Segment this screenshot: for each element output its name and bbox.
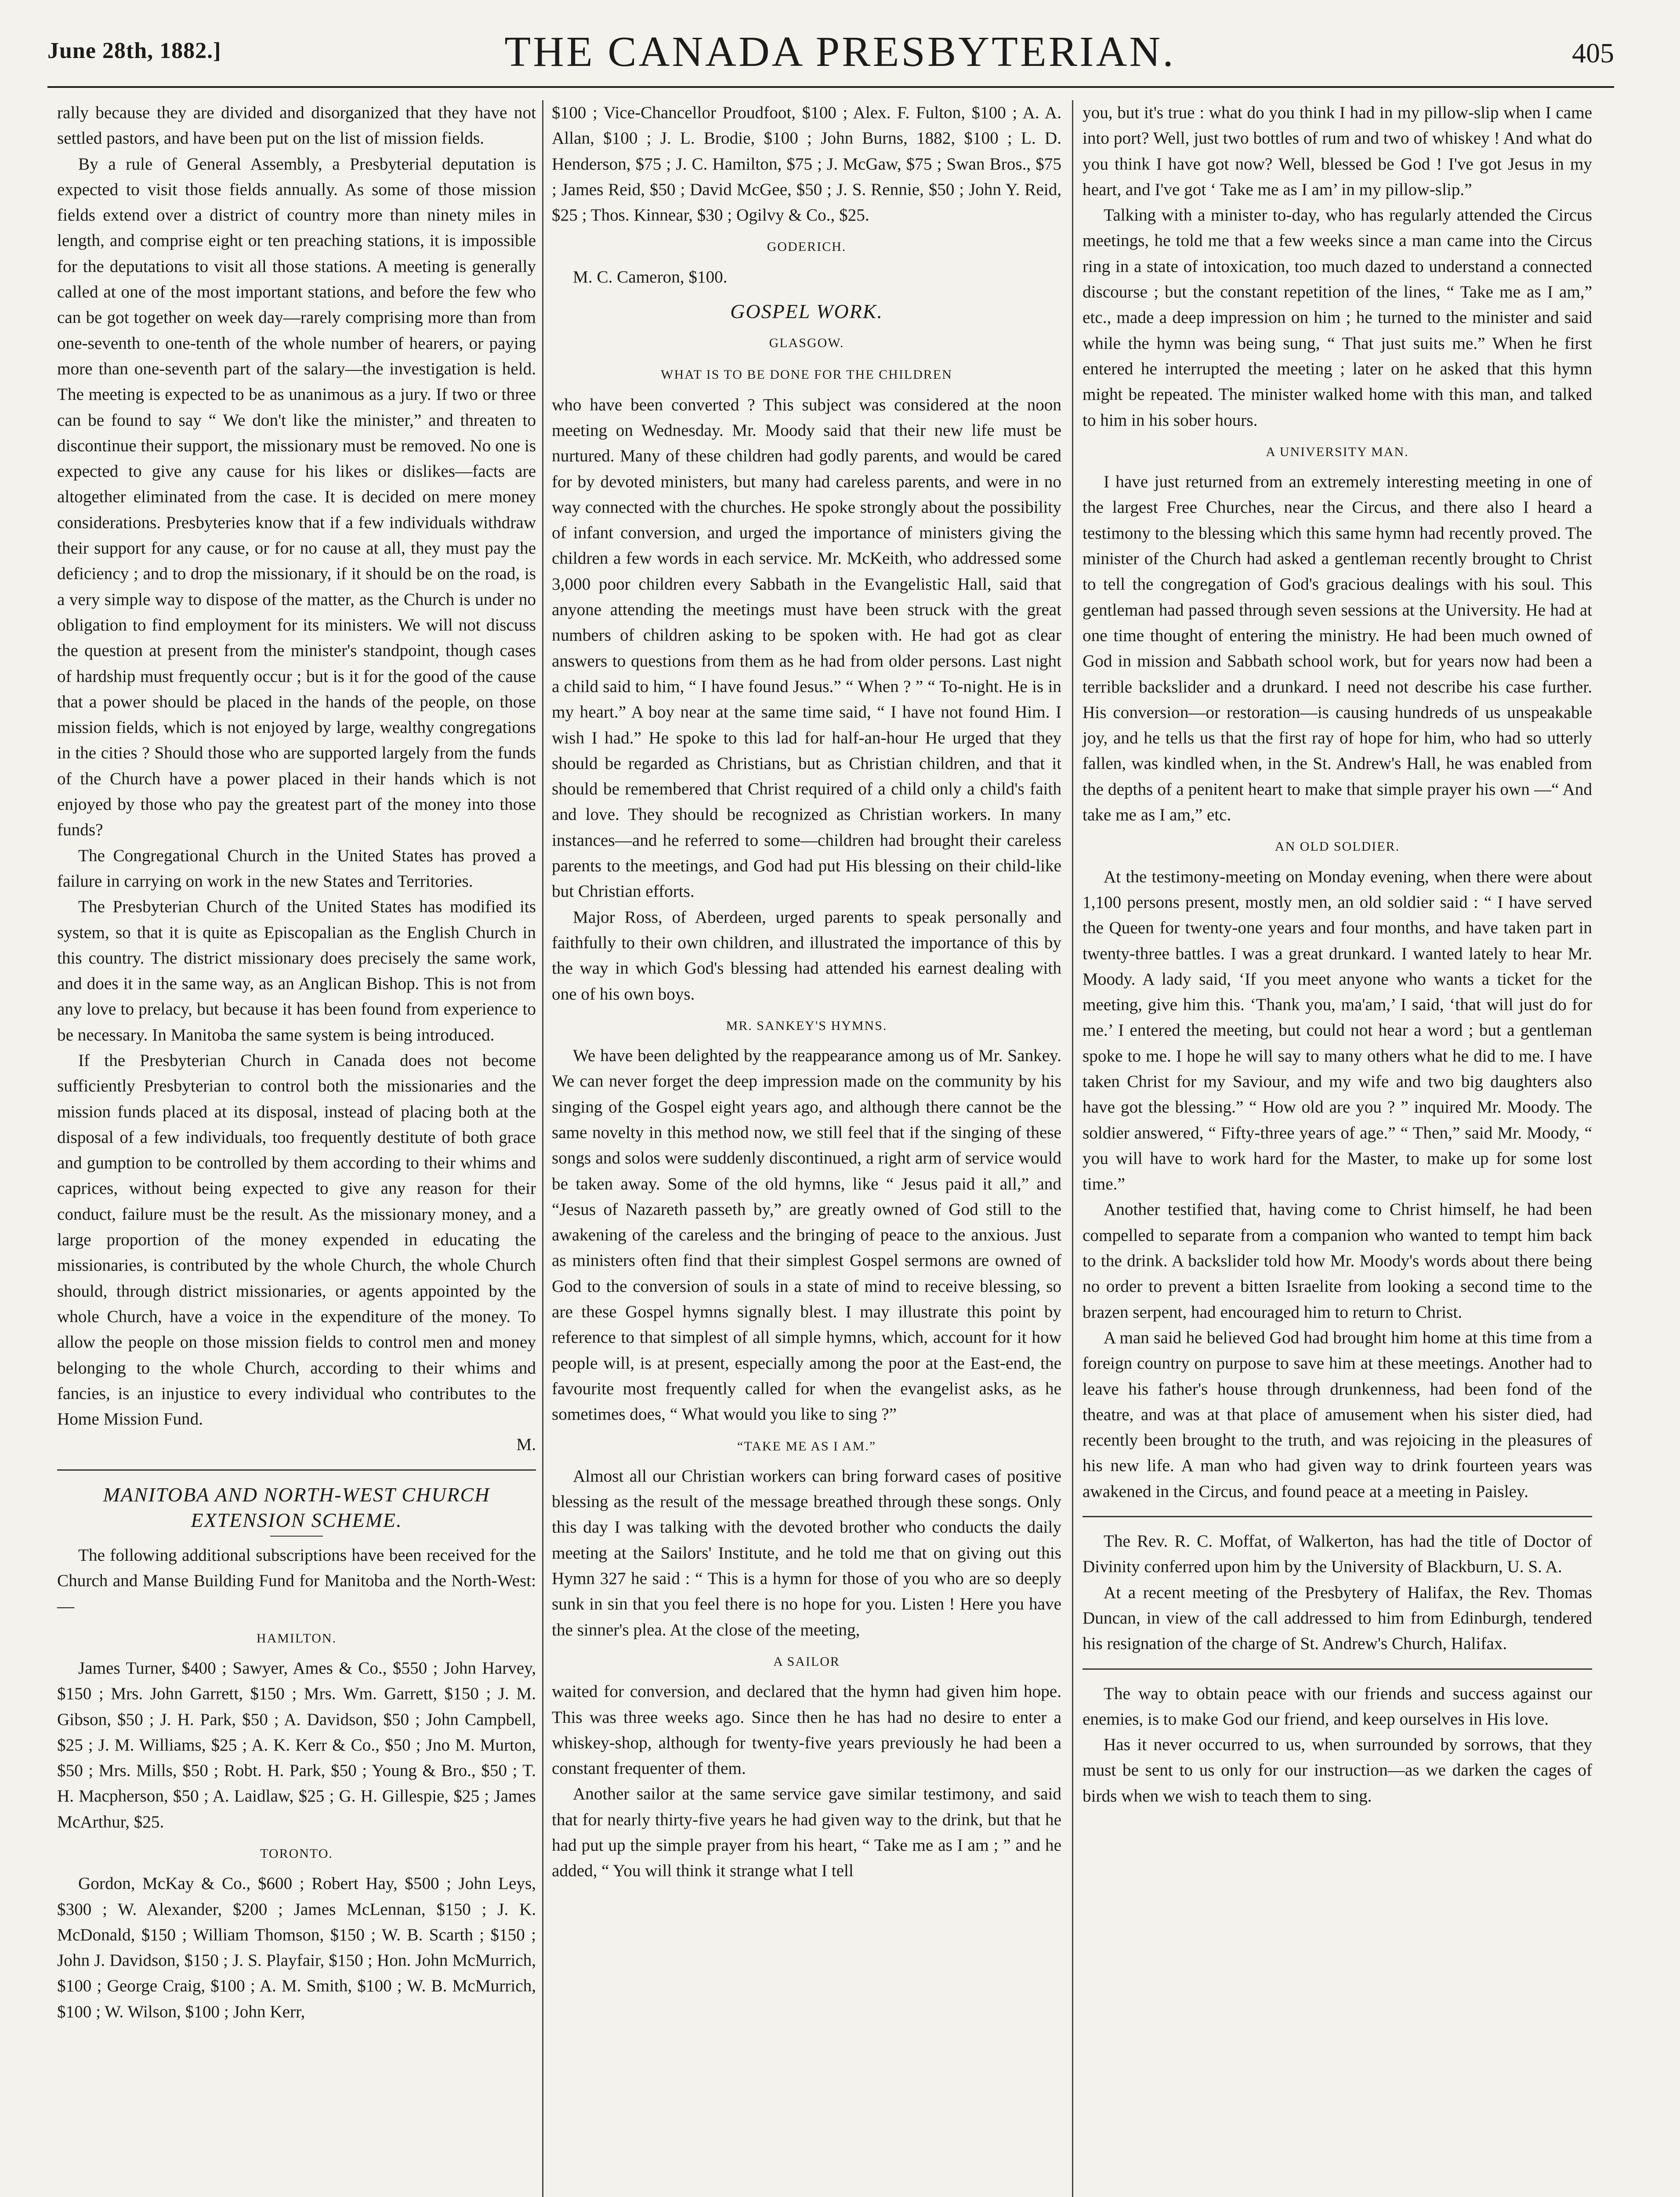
paragraph: who have been converted ? This subject was considered at the noon meeting on Wednesday. Mr. Moody said that their new life must be nurtured. Many of these children had godly parents, and would be cared for by devoted ministers, but many had careless parents, and were in no way connected with the churches. He spoke strongly about the possibility of infant conversion, and urged the importance of ministers giving the children a few words in each service. Mr. McKeith, who addressed some 3,000 poor children every Sabbath in the Evangelistic Hall, said that anyone attending the meetings must have been struck with the great numbers of children asking to be spoken with. He had got as clear answers to questions from them as he had from older persons. Last night a child said to him, “ I have found Jesus.” “ When ? ” “ To-night. He is in my heart.” A boy near at the same time said, “ I have not found Him. I wish I had.” He spoke to this lad for half-an-hour He urged that they should be regarded as Christians, but as Christian children, and that it should be remembered that Christ required of a child only a child's faith and love. They should be recognized as Christian workers. In many instances—and he referred to some—children had brought their careless parents to the meetings, and God had put His blessing on their child-like but Christian efforts. [552, 395, 1061, 901]
paragraph: Major Ross, of Aberdeen, urged parents to speak personally and faithfully to their own children, and illustrated the importance of this by the way in which God's blessing had attended his earnest dealing with one of his own boys. [552, 907, 1061, 1004]
paragraph: At the testimony-meeting on Monday evening, when there were about 1,100 persons present, mostly men, an old soldier said : “ I have served the Queen for twenty-one years and four months, and have taken part in twenty-three battles. I was a great drunkard. I wanted lately to hear Mr. Moody. A lady said, ‘If you meet anyone who wants a ticket for the meeting, give him this. ‘Thank you, ma'am,’ I said, ‘that will just do for me.’ I entered the meeting, but could not hear a word ; but a gentleman spoke to me. I hope he will say to many others what he did to me. I have taken Christ for my Saviour, and my wife and two big daughters also have got the blessing.” “ How old are you ? ” inquired Mr. Moody. The soldier answered, “ Fifty-three years of age.” “ Then,” said Mr. Moody, “ you will have to work hard for the Master, to make up for some lost time.” [1083, 867, 1592, 1194]
column-1 [57, 100, 536, 2025]
subheading: A UNIVERSITY MAN. [1266, 444, 1409, 459]
paragraph: If the Presbyterian Church in Canada does not become sufficiently Presbyterian to control both the missionaries and the mission funds placed at its disposal, instead of placing both at the disposal of a few individuals, too frequently destitute of both grace and gumption to be controlled by them according to their whims and caprices, without being expected to give any reason for their conduct, failure must be the result. As the missionary money, and a large proportion of the money expended in educating the missionaries, is contributed by the whole Church, the whole Church should, through district missionaries, or agents appointed by the whole Church, have a voice in the expenditure of the money. To allow the people on those mission fields to control men and money belonging to the whole Church, according to their whims and fancies, is an injustice to every individual who contributes to the Home Mission Fund. [57, 1051, 536, 1429]
paragraph: A man said he believed God had brought him home at this time from a foreign country on purpose to save him at these meetings. Another had to leave his father's house through drunkenness, had been fond of the theatre, and was at that place of amusement when his sister died, had recently been brought to the truth, and was rejoicing in the pleasures of his new life. A man who had given way to drink fourteen years was awakened in the Circus, and found peace at a meeting in Paisley. [1083, 1328, 1592, 1501]
subheading: A SAILOR [773, 1654, 840, 1669]
subheading: GLASGOW. [769, 336, 844, 351]
column-divider [542, 100, 543, 2197]
paragraph: Another testified that, having come to Christ himself, he had been compelled to separate from a companion who wanted to tempt him back to the drink. A backslider told how Mr. Moody's words about there being no order to prevent a bitten Israelite from looking a second time to the brazen serpent, had encouraged him to return to Christ. [1083, 1200, 1592, 1322]
masthead-title: THE CANADA PRESBYTERIAN. [504, 28, 1176, 76]
signature: M. [516, 1435, 536, 1454]
news-note: The way to obtain peace with our friends and success against our enemies, is to make God our friend, and keep ourselves in His love. [1083, 1684, 1592, 1729]
paragraph: The Congregational Church in the United States has proved a failure in carrying on work in the new States and Territories. [57, 846, 536, 891]
paragraph: The Presbyterian Church of the United States has modified its system, so that it is quite as Episcopalian as the English Church in this country. The district missionary does precisely the same work, and does it in the same way, as an Anglican Bishop. This is not from any love to prelacy, but because it has been found from experience to be necessary. In Manitoba the same system is being introduced. [57, 897, 536, 1044]
paragraph: I have just returned from an extremely interesting meeting in one of the largest Free Churches, near the Circus, and there also I heard a testimony to the blessing which this same hymn had recently proved. The minister of the Church had asked a gentleman recently brought to Christ to tell the congregation of God's gracious dealings with his soul. This gentleman had passed through seven sessions at the University. He had at one time thought of entering the ministry. He had been much owned of God in mission and Sabbath school work, but for years now had been a terrible backslider and a drunkard. I need not describe his case further. His conversion—or restoration—is causing hundreds of us unspeakable joy, and he tells us that the first ray of hope for him, who had so utterly fallen, was kindled when, in the St. Andrew's Hall, he was enabled from the depths of a penitent heart to make that simple prayer his own —“ And take me as I am,” etc. [1083, 472, 1592, 825]
column-3 [1083, 100, 1592, 1809]
section-title: MANITOBA AND NORTH-WEST CHURCH EXTENSION SCHEME. [103, 1483, 490, 1531]
paragraph: Almost all our Christian workers can bring forward cases of positive blessing as the result of the message breathed through these songs. Only this day I was talking with the devoted brother who conducts the daily meeting at the Sailors' Institute, and he told me that on giving out this Hymn 327 he said : “ This is a hymn for those of you who are so deeply sunk in sin that you feel there is no hope for you. Listen ! Here you have the sinner's plea. At the close of the meeting, [552, 1466, 1061, 1639]
section-rule [1083, 1668, 1592, 1670]
subheading: “TAKE ME AS I AM.” [737, 1439, 876, 1454]
paragraph: Talking with a minister to-day, who has regularly attended the Circus meetings, he told me that a few weeks since a man came into the Circus ring in a state of intoxication, too much dazed to understand a connected discourse ; but the constant repetition of the lines, “ Take me as I am,” etc., made a deep impression on him ; he turned to the minister and said while the hymn was being sung, “ That just suits me.” When he first entered he interrupted the meeting ; later on he asked that this hymn might be repeated. The minister walked home with this man, and talked to him in his sober hours. [1083, 206, 1592, 430]
news-note: The Rev. R. C. Moffat, of Walkerton, has had the title of Doctor of Divinity conferred upon him by the University of Blackburn, U. S. A. [1083, 1532, 1592, 1577]
subheading: AN OLD SOLDIER. [1274, 839, 1400, 854]
subscription-list: James Turner, $400 ; Sawyer, Ames & Co., $550 ; John Harvey, $150 ; Mrs. John Garrett, $150 ; Mrs. Wm. Garrett, $150 ; J. M. Gibson, $50 ; J. H. Park, $50 ; A. Davidson, $50 ; John Campbell, $25 ; J. M. Williams, $25 ; A. K. Kerr & Co., $50 ; Jno M. Murton, $50 ; Mrs. Mills, $50 ; Robt. H. Park, $50 ; Young & Bro., $50 ; T. H. Macpherson, $50 ; A. Laidlaw, $25 ; G. H. Gillespie, $25 ; James McArthur, $25. [57, 1658, 536, 1831]
column-divider [1072, 100, 1073, 2197]
paragraph: We have been delighted by the reappearance among us of Mr. Sankey. We can never forget the deep impression made on the community by his singing of the Gospel eight years ago, and although there cannot be the same novelty in this method now, we still feel that if the singing of these songs and solos were suddenly discontinued, a right arm of service would be taken away. Some of the old hymns, like “ Jesus paid it all,” and “Jesus of Nazareth passeth by,” are greatly owned of God still to the awakening of the careless and the bringing of peace to the anxious. Just as ministers often find that their simplest Gospel sermons are owned of God to the conversion of souls in a state of mind to receive blessing, so are these Gospel hymns signally blest. I may illustrate this point by reference to that simplest of all simple hymns, which, account for it how people will, is at present, especially among the poor at the East-end, the favourite most frequently called for when the evangelist asks, as he sometimes does, “ What would you like to sing ?” [552, 1046, 1061, 1424]
paragraph: waited for conversion, and declared that the hymn had given him hope. This was three weeks ago. Since then he has had no desire to enter a whiskey-shop, although for twenty-five years previously he had been a constant frequenter of them. [552, 1682, 1061, 1778]
paragraph: Another sailor at the same service gave similar testimony, and said that for nearly thirty-five years he had given way to the drink, but that he had put up the simple prayer from his heart, “ Take me as I am ; ” and he added, “ You will think it strange what I tell [552, 1784, 1061, 1881]
subheading: HAMILTON. [256, 1631, 337, 1646]
paragraph: By a rule of General Assembly, a Presbyterial deputation is expected to visit those fields annually. As some of those mission fields extend over a district of country more than ninety miles in length, and comprise eight or ten preaching stations, it is impossible for the deputations to visit all those stations. A meeting is generally called at one of the most important stations, and before the few who can be got together on week day—rarely comprising more than from one-seventh to one-tenth of the whole number of hearers, or paying more than one-seventh part of the salary—the investigation is held. The meeting is expected to be as unanimous as a jury. If two or three can be found to say “ We don't like the minister,” and threaten to discontinue their support, the missionary must be removed. No one is expected to give any cause for his likes or dislikes—facts are altogether eliminated from the case. It is decided on mere money considerations. Presbyteries know that if a few individuals withdraw their support for any cause, or for no cause at all, they must pay the deficiency ; and to drop the missionary, if it should be on the road, is a very simple way to dispose of the matter, as the Church is under no obligation to find employment for its ministers. We will not discuss the question at present from the minister's standpoint, though cases of hardship must frequently occur ; but is it for the good of the cause that a power should be placed in the hands of the people, on those mission fields, which is not enjoyed by large, wealthy congregations in the cities ? Should those who are supported largely from the funds of the Church have a power placed in their hands which is not enjoyed by those who pay the greatest part of the money into those funds? [57, 154, 536, 840]
subheading: GODERICH. [767, 239, 847, 254]
paragraph: you, but it's true : what do you think I had in my pillow-slip when I came into port? Well, just two bottles of rum and two of whiskey ! And what do you think I have got now? Well, blessed be God ! I've got Jesus in my heart, and I've got ‘ Take me as I am’ in my pillow-slip.” [1083, 103, 1592, 199]
header-rule [47, 86, 1614, 88]
news-note: Has it never occurred to us, when surrounded by sorrows, that they must be sent to us only for our instruction—as we darken the cages of birds when we wish to teach them to sing. [1083, 1735, 1592, 1805]
column-2 [552, 100, 1061, 1884]
paragraph: rally because they are divided and disorganized that they have not settled pastors, and have been put on the list of mission fields. [57, 103, 536, 148]
title-rule [270, 1536, 323, 1537]
subheading: TORONTO. [260, 1846, 333, 1861]
news-note: At a recent meeting of the Presbytery of Halifax, the Rev. Thomas Duncan, in view of the call addressed to him from Edinburgh, tendered his resignation of the charge of St. Andrew's Church, Halifax. [1083, 1583, 1592, 1653]
section-rule [57, 1469, 536, 1471]
subheading: MR. SANKEY'S HYMNS. [726, 1018, 887, 1033]
subheading: WHAT IS TO BE DONE FOR THE CHILDREN [661, 367, 952, 382]
subscription-list: $100 ; Vice-Chancellor Proudfoot, $100 ; Alex. F. Fulton, $100 ; A. A. Allan, $100 ; J. L. Brodie, $100 ; John Burns, 1882, $100 ; L. D. Henderson, $75 ; J. C. Hamilton, $75 ; J. McGaw, $75 ; Swan Bros., $75 ; James Reid, $50 ; David McGee, $50 ; J. S. Rennie, $50 ; John Y. Reid, $25 ; Thos. Kinnear, $30 ; Ogilvy & Co., $25. [552, 103, 1061, 225]
subscription-list: Gordon, McKay & Co., $600 ; Robert Hay, $500 ; John Leys, $300 ; W. Alexander, $200 ; James McLennan, $150 ; J. K. McDonald, $150 ; William Thomson, $150 ; W. B. Scarth ; $150 ; John J. Davidson, $150 ; J. S. Playfair, $150 ; Hon. John McMurrich, $100 ; George Craig, $100 ; A. M. Smith, $100 ; W. B. McMurrich, $100 ; W. Wilson, $100 ; John Kerr, [57, 1874, 536, 2021]
section-title: GOSPEL WORK. [730, 300, 883, 323]
paragraph: The following additional subscriptions have been received for the Church and Manse Building Fund for Manitoba and the North-West:— [57, 1545, 536, 1616]
page-number: 405 [1572, 37, 1614, 69]
issue-date: June 28th, 1882.] [47, 38, 221, 63]
subscription-list: M. C. Cameron, $100. [573, 267, 728, 286]
section-rule [1083, 1516, 1592, 1517]
